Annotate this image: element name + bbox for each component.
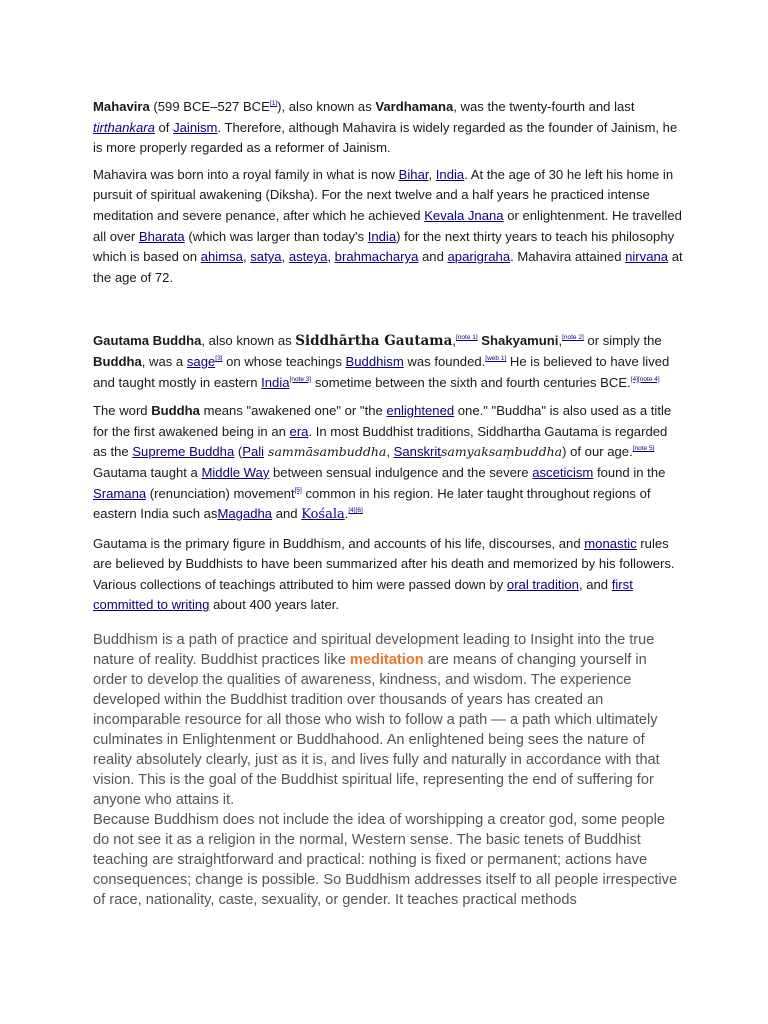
document-page [93, 97, 683, 910]
bharata-link[interactable]: Bharata [138, 228, 185, 244]
middle-way-link[interactable]: Middle Way [201, 464, 270, 480]
gautama-figure-paragraph: Gautama is the primary figure in Buddhism, and accounts of his life, discourses, and monastic rules are believed by Buddhists to have been summarized after his death and memorized by his followers. Various collections of teachings attributed to him were passed down by oral tradition, and first committed to writing about 400 years later. [93, 535, 675, 613]
bihar-link[interactable]: Bihar [398, 166, 429, 182]
citation-4-6[interactable]: [4][6] [348, 507, 363, 515]
aparigraha-link[interactable]: aparigraha [447, 249, 511, 265]
siddhartha-name: Siddhārtha Gautama [295, 333, 453, 350]
india-link[interactable]: India [435, 166, 465, 182]
first-committed-to-writing-link[interactable]: first committed to writing [93, 576, 633, 613]
sage-link[interactable]: sage [186, 353, 216, 369]
gautama-intro-paragraph: Gautama Buddha, also known as Siddhārtha Gautama,[note 1] Shakyamuni,[note 2] or simply the Buddha, was a sage[3] on whose teachings Buddhism was founded.[web 1] He is believed to have lived and taught mostly in eastern India[note 3] sometime between the sixth and fourth centuries BCE.[4][note 4] [93, 333, 670, 390]
buddha-name: Buddha [93, 353, 142, 369]
mahavira-intro-paragraph: Mahavira (599 BCE–527 BCE[1]), also known as Vardhamana, was the twenty-fourth and last tirthankara of Jainism. Therefore, although Mahavira is widely regarded as the founder of Jainism, he is more properly regarded as a reformer of Jainism. [93, 99, 678, 156]
buddhism-section [93, 630, 683, 910]
web-1[interactable]: [web 1] [485, 354, 507, 362]
shakyamuni-name: Shakyamuni [477, 333, 559, 349]
era-link[interactable]: era [289, 423, 309, 439]
note-2[interactable]: [note 2] [562, 334, 584, 342]
asteya-link[interactable]: asteya [288, 249, 328, 265]
buddhism-link[interactable]: Buddhism [345, 353, 404, 369]
gautama-name: Gautama Buddha [93, 333, 202, 349]
kevala-jnana-link[interactable]: Kevala Jnana [424, 207, 504, 223]
india-link-2[interactable]: India [367, 228, 397, 244]
ahimsa-link[interactable]: ahimsa [200, 249, 243, 265]
citation-5[interactable]: [5] [294, 486, 302, 494]
supreme-buddha-link[interactable]: Supreme Buddha [132, 444, 235, 460]
note-1[interactable]: [note 1] [455, 334, 478, 342]
buddhism-path-paragraph: Buddhism is a path of practice and spiritual development leading to Insight into the true nature of reality. Buddhist practices like meditation are means of changing yourself in order to develop the qualities of awareness, kindness, and wisdom. The experience developed within the Buddhist tradition over thousands of years has created an incomparable resource for all those who wish to follow a path — a path which ultimately culminates in Enlightenment or Buddhahood. An enlightened being sees the nature of reality absolutely clearly, just as it is, and lives fully and naturally in accordance with that vision. This is the goal of the Buddhist spiritual life, representing the end of suffering for anyone who attains it. [93, 632, 660, 809]
pali-link[interactable]: Pali [242, 444, 265, 460]
section-spacer [93, 296, 683, 331]
citation-1[interactable]: [1] [269, 100, 278, 107]
brahmacharya-link[interactable]: brahmacharya [334, 249, 419, 265]
jainism-link[interactable]: Jainism [173, 119, 218, 135]
india-link-3[interactable]: India [261, 374, 290, 390]
oral-tradition-link[interactable]: oral tradition [506, 576, 579, 592]
magadha-link[interactable]: Magadha [217, 506, 273, 522]
satya-link[interactable]: satya [250, 249, 282, 265]
buddha-word: Buddha [151, 403, 200, 419]
meditation-highlight[interactable]: meditation [349, 652, 424, 669]
citation-3[interactable]: [3] [215, 354, 223, 362]
nirvana-link[interactable]: nirvana [625, 249, 669, 265]
kosala-link[interactable]: Kośala [301, 507, 345, 523]
enlightened-link[interactable]: enlightened [386, 403, 455, 419]
sramana-link[interactable]: Sramana [93, 485, 147, 501]
mahavira-name: Mahavira [93, 99, 150, 114]
buddha-word-paragraph: The word Buddha means "awakened one" or "the enlightened one." "Buddha" is also used as a title for the first awakened being in an era. In most Buddhist traditions, Siddhartha Gautama is regarded as the Supreme Buddha (Pali sammāsambuddha, Sanskritsamyaksaṃbuddha) of our age.[note 5] Gautama taught a Middle Way between sensual indulgence and the severe asceticism found in the Sramana (renunciation) movement[5] common in his region. He later taught throughout regions of eastern India such asMagadha and Kośala.[4][6] [93, 403, 672, 523]
buddhism-religion-paragraph: Because Buddhism does not include the idea of worshipping a creator god, some people do not see it as a religion in the normal, Western sense. The basic tenets of Buddhist teaching are straightforward and practical: nothing is fixed or permanent; actions have consequences; change is possible. So Buddhism addresses itself to all people irrespective of race, nationality, caste, sexuality, or gender. It teaches practical methods [93, 812, 678, 909]
mahavira-life-paragraph: Mahavira was born into a royal family in what is now Bihar, India. At the age of 30 he left his home in pursuit of spiritual awakening (Diksha). For the next twelve and a half years he practiced intense meditation and severe penance, after which he achieved Kevala Jnana or enlightenment. He travelled all over Bharata (which was larger than today's India) for the next thirty years to teach his philosophy which is based on ahimsa, satya, asteya, brahmacharya and aparigraha. Mahavira attained nirvana at the age of 72. [93, 166, 683, 285]
monastic-link[interactable]: monastic [584, 535, 637, 551]
sanskrit-link[interactable]: Sanskrit [393, 444, 441, 460]
vardhamana-name: Vardhamana [375, 99, 454, 114]
tirthankara-link[interactable]: tirthankara [93, 119, 155, 135]
asceticism-link[interactable]: asceticism [532, 464, 594, 480]
note-3[interactable]: [note 3] [289, 375, 312, 383]
citation-4-note-4[interactable]: [4][note 4] [630, 375, 660, 383]
note-5[interactable]: [note 5] [632, 445, 655, 453]
